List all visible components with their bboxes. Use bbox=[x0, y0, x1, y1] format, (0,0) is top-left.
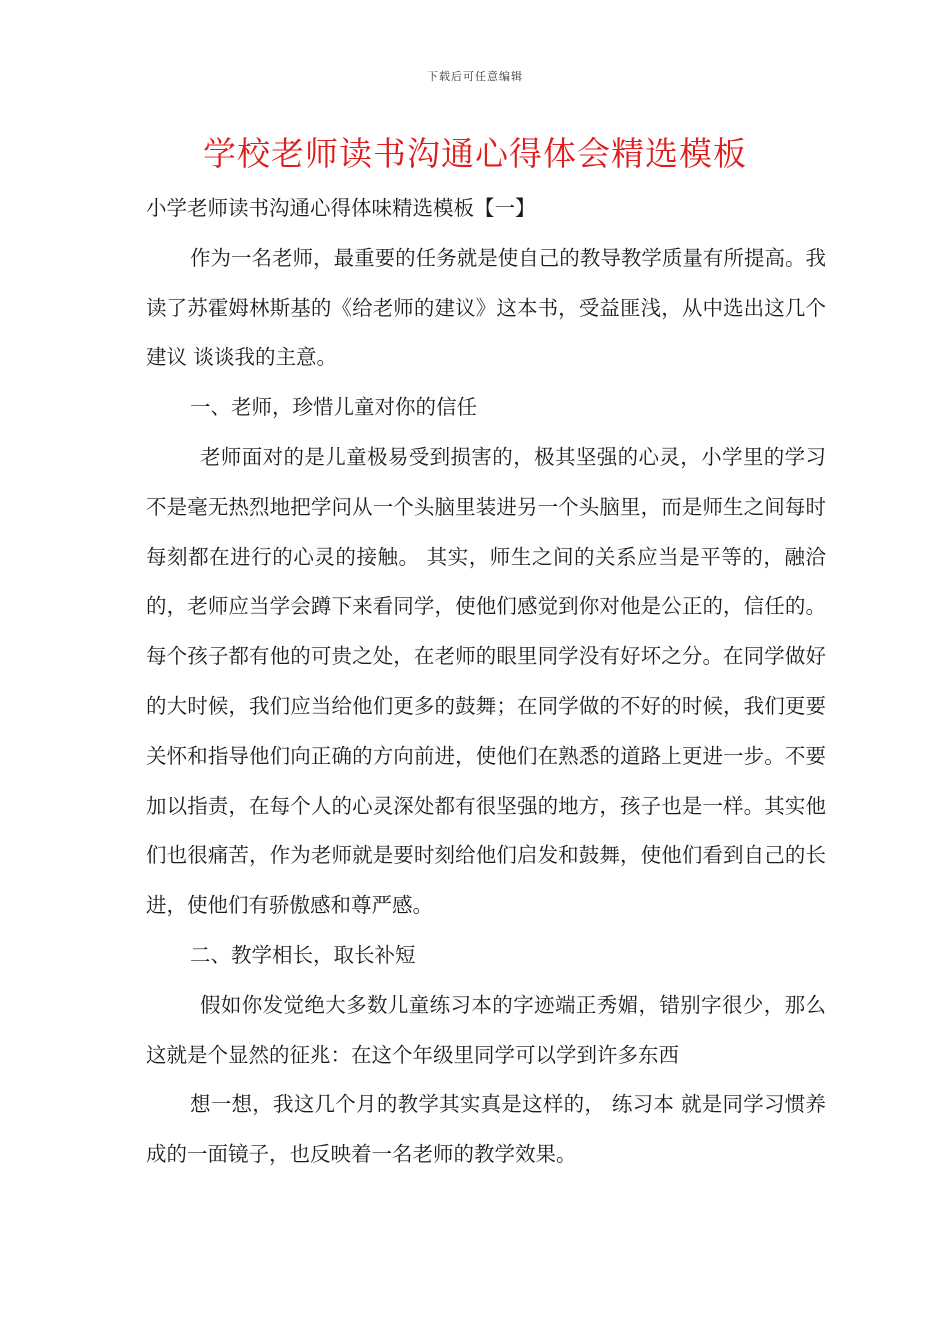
document-body bbox=[146, 184, 826, 1180]
section-heading-1: 一、老师，珍惜儿童对你的信任 bbox=[190, 395, 477, 420]
paragraph-reflection: 想一想，我这几个月的教学其实真是这样的， 练习本 就是同学习惯养成的一面镜子，也反映着一名老师的教学效果。 bbox=[146, 1092, 826, 1167]
paragraph-intro: 作为一名老师，最重要的任务就是使自己的教导教学质量有所提高。我读了苏霍姆林斯基的《给老师的建议》这本书，受益匪浅，从中选出这几个 建议 谈谈我的主意。 bbox=[146, 245, 826, 370]
subtitle: 小学老师读书沟通心得体味精选模板【一】 bbox=[146, 196, 536, 220]
header-note: 下载后可任意编辑 bbox=[427, 70, 523, 83]
document-title: 学校老师读书沟通心得体会精选模板 bbox=[203, 134, 747, 173]
paragraph-section-2: 假如你发觉绝大多数儿童练习本的字迹端正秀媚，错别字很少，那么这就是个显然的征兆：在这个年级里同学可以学到许多东西 bbox=[146, 992, 826, 1067]
paragraph-section-1: 老师面对的是儿童极易受到损害的，极其坚强的心灵，小学里的学习不是毫无热烈地把学问从一个头脑里装进另一个头脑里，而是师生之间每时每刻都在进行的心灵的接触。 其实，师生之间的关系应当是平等的，融洽的，老师应当学会蹲下来看同学，使他们感觉到你对他是公正的，信任的。每个孩子都有他的可贵之处，在老师的眼里同学没有好坏之分。在同学做好的大时候，我们应当给他们更多的鼓舞；在同学做的不好的时候，我们更要关怀和指导他们向正确的方向前进，使他们在熟悉的道路上更进一步。不要加以指责，在每个人的心灵深处都有很坚强的地方，孩子也是一样。其实他们也很痛苦，作为老师就是要时刻给他们启发和鼓舞，使他们看到自己的长进，使他们有骄傲感和尊严感。 bbox=[146, 444, 826, 918]
section-heading-2: 二、教学相长，取长补短 bbox=[190, 942, 416, 967]
